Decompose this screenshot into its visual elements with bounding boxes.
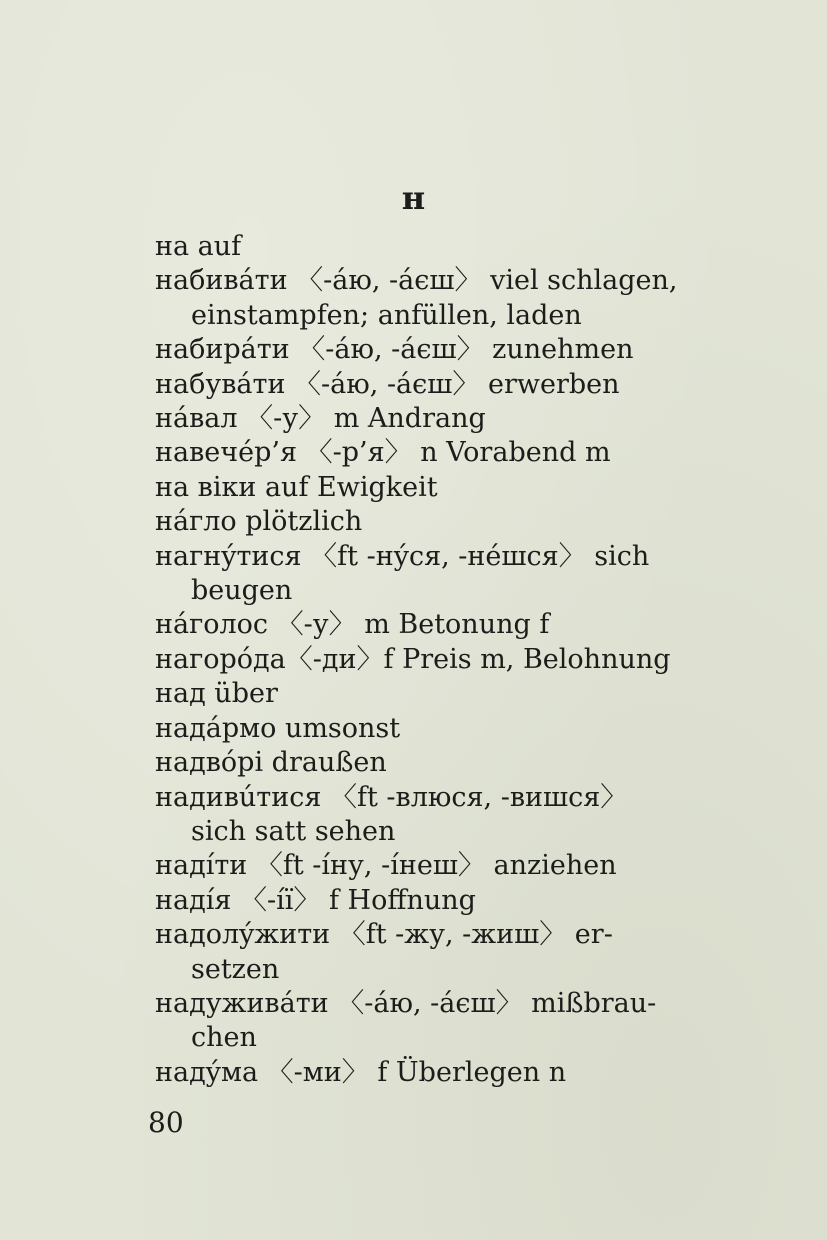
entry-line: надуживáти 〈-áю, -áєш〉 mißbrau- [155,987,657,1019]
entry-line: нагорóда〈-ди〉f Preis m, Belohnung [155,643,671,675]
dictionary-entry [155,849,745,883]
dictionary-entry [155,402,745,436]
dictionary-entry [155,471,745,505]
page-number: 80 [148,1106,184,1139]
entry-line: надíти 〈ft -íну, -íнеш〉 anziehen [155,850,617,882]
entry-list [155,230,745,1090]
dictionary-entry [155,884,745,918]
section-heading: н [401,179,426,217]
entry-line: setzen [191,953,280,985]
dictionary-entry [155,505,745,539]
entry-line: нагнýтися 〈ft -нýся, -нéшся〉 sich [155,540,650,572]
entry-line: beugen [191,575,293,607]
entry-line: набирáти 〈-áю, -áєш〉 zunehmen [155,334,634,366]
dictionary-entry [155,333,745,367]
dictionary-entry [155,746,745,780]
dictionary-entry [155,608,745,642]
entry-line: надивúтися 〈ft -влюся, -вишся〉 [155,781,628,813]
entry-line: надáрмо umsonst [155,712,401,744]
entry-line: chen [191,1022,257,1054]
dictionary-entry [155,230,745,264]
entry-line: навечéр’я 〈-р’я〉 n Vorabend m [155,437,611,469]
entry-line: набивáти 〈-áю, -áєш〉 viel schlagen, [155,265,678,297]
entry-line: на auf [155,231,242,262]
entry-line: надýма 〈-ми〉 f Überlegen n [155,1056,567,1088]
entry-line: нáвал 〈-у〉 m Andrang [155,403,486,435]
entry-line: над über [155,678,278,710]
dictionary-entry [155,264,745,333]
entry-line: sich satt sehen [191,815,396,847]
entry-line: нáгло plötzlich [155,506,363,538]
entry-line: надвóрі draußen [155,747,387,779]
dictionary-entry [155,712,745,746]
entry-line: набувáти 〈-áю, -áєш〉 erwerben [155,368,620,400]
dictionary-entry [155,677,745,711]
entry-line: нáголос 〈-у〉 m Betonung f [155,609,550,641]
entry-line: надíя 〈-íї〉 f Hoffnung [155,884,476,916]
dictionary-entry [155,1056,745,1090]
entry-line: надолýжити 〈ft -жу, -жиш〉 er- [155,919,613,951]
dictionary-entry [155,987,745,1056]
entry-line: на віки auf Ewigkeit [155,471,438,503]
dictionary-entry [155,643,745,677]
dictionary-entry [155,436,745,470]
dictionary-entry [155,781,745,850]
dictionary-entry [155,540,745,609]
dictionary-entry [155,368,745,402]
entry-line: einstampfen; anfüllen, laden [191,299,582,331]
dictionary-entry [155,918,745,987]
